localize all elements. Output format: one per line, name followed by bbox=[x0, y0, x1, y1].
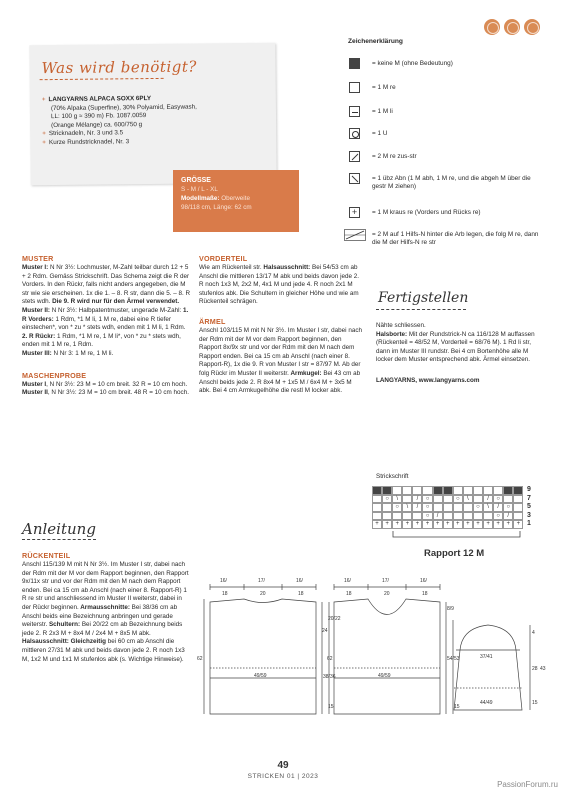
chart-cell: + bbox=[483, 520, 493, 529]
chart-cell: ○ bbox=[422, 512, 432, 521]
front-total-label: 62 bbox=[327, 656, 333, 662]
chart-cell: + bbox=[392, 520, 402, 529]
front-width-label: 49/59 bbox=[378, 673, 391, 679]
chart-cell bbox=[382, 503, 392, 512]
chart-cell bbox=[372, 495, 382, 504]
chart-cell bbox=[443, 512, 453, 521]
muster-1-bold: Die 9. R wird nur für den Ärmel verwendet. bbox=[50, 298, 180, 306]
chart-cell: + bbox=[493, 520, 503, 529]
chart-cell: + bbox=[422, 520, 432, 529]
chart-cell bbox=[473, 486, 483, 495]
sizes-list: S - M / L - XL bbox=[181, 186, 218, 193]
back-top-label: 17/ bbox=[258, 578, 265, 584]
row-number: 9 bbox=[527, 486, 531, 493]
filled-square-icon bbox=[349, 58, 360, 69]
row-number: 5 bbox=[527, 503, 531, 511]
front-side-a-label: 54/53 bbox=[447, 656, 460, 662]
chart-cell bbox=[453, 512, 463, 521]
rueckenteil-text-4: bei 60 cm ab Anschl die mittleren 27/31 M abk und beids davon jede 2. R noch 1x3 M, 1x2 M und 1x1 M stufenlos abk (s. Wichtige Hinweise). bbox=[22, 638, 185, 663]
legend-text-6: = 1 M kraus re (Vorders und Rücks re) bbox=[372, 209, 481, 216]
back-band-label: 15 bbox=[328, 704, 334, 710]
chart-cell bbox=[412, 512, 422, 521]
chart-cell bbox=[392, 486, 402, 495]
yarn-detail-1: (70% Alpaka (Superfine), 30% Polyamid, Easywash, bbox=[50, 103, 197, 112]
chart-cell bbox=[443, 503, 453, 512]
rueckenteil-label-2: Armausschnitte: bbox=[78, 603, 130, 611]
legend-title: Zeichenerklärung bbox=[348, 38, 403, 45]
rueckenteil-text-1: Anschl 115/139 M mit N Nr 3½. Im Muster I str, dabei nach der Rdm mit der M vor dem Rapport beginnen, den Rapport 9x/11x str und vor der Rdm mit den M nach dem Rapport enden. Bei ca 15 cm ab Anschl (nach einer 8. Rapport-R) 1 R re str und anschliessend im Muster II weiterstr, dabei in der Rückr beginnen. bbox=[22, 561, 189, 611]
chart-cell bbox=[453, 486, 463, 495]
muster-2-r2-text: 1 Rdm, *1 M re, 1 M li*, von * zu * stets wdh, enden mit 1 M re, 1 Rdm. bbox=[22, 332, 181, 349]
rueckenteil-label-4: Halsausschnitt: Gleichzeitig bbox=[22, 638, 106, 646]
chart-cell: ○ bbox=[503, 503, 513, 512]
chart-cell bbox=[392, 512, 402, 521]
chart-cell: \ bbox=[463, 495, 473, 504]
chart-cell: + bbox=[382, 520, 392, 529]
page-number: 49 bbox=[277, 760, 289, 771]
needles-text: Stricknadeln, Nr. 3 und 3.5 bbox=[48, 129, 124, 138]
front-top-label: 17/ bbox=[382, 578, 389, 584]
yarn-ball-icon bbox=[484, 19, 500, 35]
cable-icon bbox=[344, 229, 366, 241]
model-value-1: Oberweite bbox=[221, 195, 250, 202]
back-top2-label: 20 bbox=[260, 591, 266, 597]
muster-2-text: N Nr 3½: Halbpatentmuster, ungerade M-Zahl: bbox=[50, 306, 182, 314]
rueckenteil-heading: RÜCKENTEIL bbox=[22, 551, 71, 560]
chart-cell: ○ bbox=[392, 503, 402, 512]
fertig-text-1: Nähte schliessen. bbox=[376, 322, 426, 329]
chart-cell: + bbox=[503, 520, 513, 529]
yarn-detail-2: LL: 100 g ≈ 390 m) Fb. 1087.0059 bbox=[50, 112, 147, 121]
chart-cell bbox=[402, 495, 412, 504]
chart-cell: / bbox=[493, 503, 503, 512]
front-top-label: 16/ bbox=[420, 578, 427, 584]
maschenprobe-1-text: , N Nr 3½: 23 M = 10 cm breit. 32 R = 10 cm hoch. bbox=[46, 380, 188, 388]
maschenprobe-heading: MASCHENPROBE bbox=[22, 370, 87, 380]
circular-line: + Kurze Rundstricknadel, Nr. 3 bbox=[42, 138, 130, 147]
knitting-chart bbox=[372, 486, 524, 529]
chart-cell bbox=[483, 486, 493, 495]
chart-cell: / bbox=[483, 495, 493, 504]
chart-cell bbox=[473, 512, 483, 521]
muster-2-r1-text: 1 Rdm, *1 M li, 1 M re, dabei eine R tiefer einstechen*, von * zu * stets wdh, enden mit 1 M li, 1 Rdm. bbox=[22, 315, 186, 332]
chart-cell: ○ bbox=[453, 495, 463, 504]
chart-cell bbox=[433, 495, 443, 504]
chart-cell bbox=[372, 512, 382, 521]
legend-text-3: = 1 U bbox=[372, 130, 388, 137]
circle-square-icon bbox=[349, 128, 360, 139]
muster-2-r2-label: 2. R Rückr: bbox=[22, 332, 56, 340]
back-total-label: 62 bbox=[197, 656, 203, 662]
fertig-credit: LANGYARNS, www.langyarns.com bbox=[376, 376, 480, 384]
chart-row bbox=[372, 486, 524, 495]
chart-cell bbox=[463, 512, 473, 521]
chart-row bbox=[372, 512, 524, 521]
materials-card bbox=[29, 43, 276, 186]
back-top2-label: 18 bbox=[222, 591, 228, 597]
chart-cell bbox=[443, 486, 453, 495]
empty-square-icon bbox=[349, 82, 360, 93]
vorderteil-heading: VORDERTEIL bbox=[199, 254, 248, 263]
back-top2-label: 18 bbox=[298, 591, 304, 597]
fertigstellen-underline bbox=[376, 309, 466, 310]
front-side-b-label: 8/9 bbox=[447, 606, 454, 612]
magazine-issue: STRICKEN 01 | 2023 bbox=[247, 773, 319, 780]
chart-cell bbox=[372, 503, 382, 512]
back-top-label: 16/ bbox=[296, 578, 303, 584]
chart-cell bbox=[493, 486, 503, 495]
chart-row-numbers bbox=[527, 486, 531, 529]
chart-cell bbox=[483, 512, 493, 521]
back-side-b-label: 38/36 bbox=[323, 674, 336, 680]
front-top2-label: 20 bbox=[384, 591, 390, 597]
sleeve-side-b-label: 28 bbox=[532, 666, 538, 672]
back-width-label: 49/59 bbox=[254, 673, 267, 679]
aermel-label-2: Armkugel: bbox=[288, 369, 322, 377]
maschenprobe-1-label: Muster I bbox=[22, 380, 47, 388]
chart-cell: + bbox=[473, 520, 483, 529]
chart-cell: + bbox=[453, 520, 463, 529]
vorderteil-label-2: Halsausschnitt: bbox=[261, 264, 311, 271]
sleeve-side-c-label: 15 bbox=[532, 700, 538, 706]
muster-3-text: N Nr 3: 1 M re, 1 M li. bbox=[51, 349, 114, 357]
legend-text-7: = 2 M auf 1 Hilfs-N hinter die Arb legen, die folg M re, dann die M der Hilfs-N re str bbox=[372, 231, 539, 247]
fertigstellen-heading: Fertigstellen bbox=[378, 290, 469, 306]
chart-cell: \ bbox=[392, 495, 402, 504]
chart-cell bbox=[503, 486, 513, 495]
materials-heading-underline bbox=[40, 78, 164, 80]
yarn-line: + LANGYARNS ALPACA SOXX 6PLY bbox=[41, 95, 152, 104]
chart-cell bbox=[433, 503, 443, 512]
chart-cell bbox=[402, 512, 412, 521]
model-value-2: 98/118 cm, Länge: 62 cm bbox=[181, 204, 252, 211]
backslash-square-icon bbox=[349, 173, 360, 184]
maschenprobe-2-label: Muster II bbox=[22, 389, 48, 397]
front-top-label: 16/ bbox=[344, 578, 351, 584]
chart-cell bbox=[402, 486, 412, 495]
muster-heading: MUSTER bbox=[22, 254, 54, 263]
sizes-box bbox=[173, 170, 299, 232]
chart-cell bbox=[513, 503, 523, 512]
chart-cell bbox=[463, 503, 473, 512]
chart-row bbox=[372, 520, 524, 529]
aermel-text-1: Anschl 103/115 M mit N Nr 3½. Im Muster I str, dabei nach der Rdm mit der M vor dem Rapport beginnen, den Rapport 8x/9x str und vor der Rdm mit den M nach dem Rapport enden. Bei ca 15 cm ab Anschl (nach einer 8. Rapport-R), 1x die 9. R von Muster I str = 87/97 M. Ab der folg Rückr im Muster II weiterstr. bbox=[199, 326, 362, 377]
slash-square-icon bbox=[349, 151, 360, 162]
aermel-text-2: Bei 43 cm ab Anschl beids jede 2. R 8x4 M + 1x5 M / 6x4 M + 3x5 M abk. Bei 4 cm Armkugelhöhe die restl M locker abk. bbox=[199, 369, 361, 395]
legend-text-1: = 1 M re bbox=[372, 84, 396, 91]
chart-cell bbox=[503, 495, 513, 504]
anleitung-heading: Anleitung bbox=[22, 520, 96, 538]
legend-text-5: = 1 übz Abn (1 M abh, 1 M re, und die abgeh M über die gestr M ziehen) bbox=[372, 175, 531, 191]
sleeve-total-label: 43 bbox=[540, 666, 546, 672]
chart-cell: / bbox=[433, 512, 443, 521]
chart-cell: + bbox=[402, 520, 412, 529]
row-number: 3 bbox=[527, 511, 531, 519]
sleeve-bottom-label: 44/49 bbox=[480, 700, 493, 706]
chart-cell bbox=[463, 486, 473, 495]
chart-cell: + bbox=[372, 520, 382, 529]
rapport-bracket bbox=[392, 531, 522, 545]
chart-cell: ○ bbox=[422, 503, 432, 512]
needles-line: + Stricknadeln, Nr. 3 und 3.5 bbox=[42, 129, 124, 138]
back-side-c-label: 20/22 bbox=[328, 616, 341, 622]
legend-text-2: = 1 M li bbox=[372, 108, 393, 115]
muster-3-label: Muster III: bbox=[22, 349, 52, 357]
chart-cell: \ bbox=[483, 503, 493, 512]
chart-cell bbox=[372, 486, 382, 495]
watermark: PassionForum.ru bbox=[497, 780, 558, 789]
sleeve-side-a-label: 4 bbox=[532, 630, 535, 636]
chart-cell: + bbox=[463, 520, 473, 529]
yarn-title: LANGYARNS ALPACA SOXX 6PLY bbox=[48, 95, 152, 104]
chart-cell bbox=[453, 503, 463, 512]
chart-cell bbox=[513, 512, 523, 521]
chart-cell: / bbox=[412, 503, 422, 512]
chart-cell: / bbox=[412, 495, 422, 504]
back-top-label: 16/ bbox=[220, 578, 227, 584]
back-side-a-label: 24 bbox=[322, 628, 328, 634]
rueckenteil-label-3: Schultern: bbox=[47, 621, 81, 629]
aermel-heading: ÄRMEL bbox=[199, 316, 226, 326]
fertig-text-2: Mit der Rundstrick-N ca 116/128 M auffassen (Rückenteil = 48/52 M, Vorderteil = 68/76 M). 1 Rd li str, dann im Muster III rundstr. Bei 4 cm Bortenhöhe alle M locker dem Muster entsprechend abk. Ärmel einsetzen. bbox=[376, 330, 535, 364]
muster-2-r1-label: 1. R Vorders: bbox=[22, 306, 189, 323]
sleeve-top-label: 37/41 bbox=[480, 654, 493, 660]
chart-cell bbox=[433, 486, 443, 495]
dash-square-icon bbox=[349, 106, 360, 117]
muster-1-label: Muster I: bbox=[22, 264, 49, 271]
plus-square-icon: + bbox=[349, 207, 360, 218]
rapport-label: Rapport 12 M bbox=[424, 548, 485, 559]
rueckenteil-text-2: Bei 38/36 cm ab Anschl beids eine Bezeichnung anbringen und gerade weiterstr. bbox=[22, 603, 178, 629]
chart-cell bbox=[513, 486, 523, 495]
chart-row bbox=[372, 503, 524, 512]
chart-cell: ○ bbox=[422, 495, 432, 504]
chart-cell: ○ bbox=[493, 495, 503, 504]
yarn-ball-icon bbox=[504, 19, 520, 35]
row-number: 7 bbox=[527, 494, 531, 502]
chart-cell: ○ bbox=[382, 495, 392, 504]
chart-cell bbox=[422, 486, 432, 495]
chart-cell: + bbox=[433, 520, 443, 529]
front-top2-label: 18 bbox=[346, 591, 352, 597]
chart-cell bbox=[382, 486, 392, 495]
rueckenteil-text-3: Bei 20/22 cm ab Bezeichnung beids jede 2. R 2x3 M + 8x4 M / 2x4 M + 8x5 M abk. bbox=[22, 621, 183, 637]
legend-text-0: = keine M (ohne Bedeutung) bbox=[372, 60, 453, 67]
chart-cell: ○ bbox=[473, 503, 483, 512]
anleitung-underline bbox=[22, 539, 96, 540]
chart-cell: + bbox=[513, 520, 523, 529]
legend-text-4: = 2 M re zus-str bbox=[372, 153, 417, 160]
front-top2-label: 18 bbox=[422, 591, 428, 597]
model-label: Modellmaße: bbox=[181, 195, 220, 202]
muster-1-text: N Nr 3½: Lochmuster, M-Zahl teilbar durch 12 + 5 + 2 Rdm. Gemäss Strickschrift. Das Schema zeigt die R der Vorders. In den Rückr, falls nicht anders angegeben, die M str wie sie erscheinen. 1x die 1. – 8. R str, dann die 5. – 8. R stets wdh. bbox=[22, 264, 191, 306]
chart-cell bbox=[412, 486, 422, 495]
chart-cell: \ bbox=[402, 503, 412, 512]
circular-text: Kurze Rundstricknadel, Nr. 3 bbox=[48, 138, 130, 147]
sizes-title: GRÖSSE bbox=[181, 177, 211, 184]
chart-cell bbox=[513, 495, 523, 504]
chart-cell bbox=[382, 512, 392, 521]
fertig-label-2: Halsborte: bbox=[376, 330, 408, 338]
chart-cell: + bbox=[443, 520, 453, 529]
chart-row bbox=[372, 495, 524, 504]
chart-cell: ○ bbox=[493, 512, 503, 521]
vorderteil-text-1: Wie am Rückenteil str. bbox=[199, 264, 262, 271]
chart-cell: + bbox=[412, 520, 422, 529]
yarn-detail-3: (Orange Mélange) ca. 600/750 g bbox=[51, 120, 143, 129]
front-band-label: 15 bbox=[454, 704, 460, 710]
chart-cell: / bbox=[503, 512, 513, 521]
muster-2-label: Muster II: bbox=[22, 306, 50, 314]
chart-cell bbox=[443, 495, 453, 504]
maschenprobe-2-text: , N Nr 3½: 23 M = 10 cm breit. 48 R = 10 cm hoch. bbox=[47, 389, 189, 397]
vorderteil-text-2: Bei 54/53 cm ab Anschl die mittleren 13/17 M abk und beids davon jede 2. R noch 1x3 M, 2x2 M, 4x1 M und jede 4. R noch 2x1 M stufenlos abk. Die Schultern in gleicher Höhe und wie am Rückenteil schrägen. bbox=[199, 264, 359, 306]
row-number: 1 bbox=[527, 520, 531, 528]
chart-label: Strickschrift bbox=[376, 473, 409, 480]
chart-cell bbox=[473, 495, 483, 504]
materials-heading: Was wird benötigt? bbox=[41, 57, 197, 78]
yarn-ball-icon bbox=[524, 19, 540, 35]
